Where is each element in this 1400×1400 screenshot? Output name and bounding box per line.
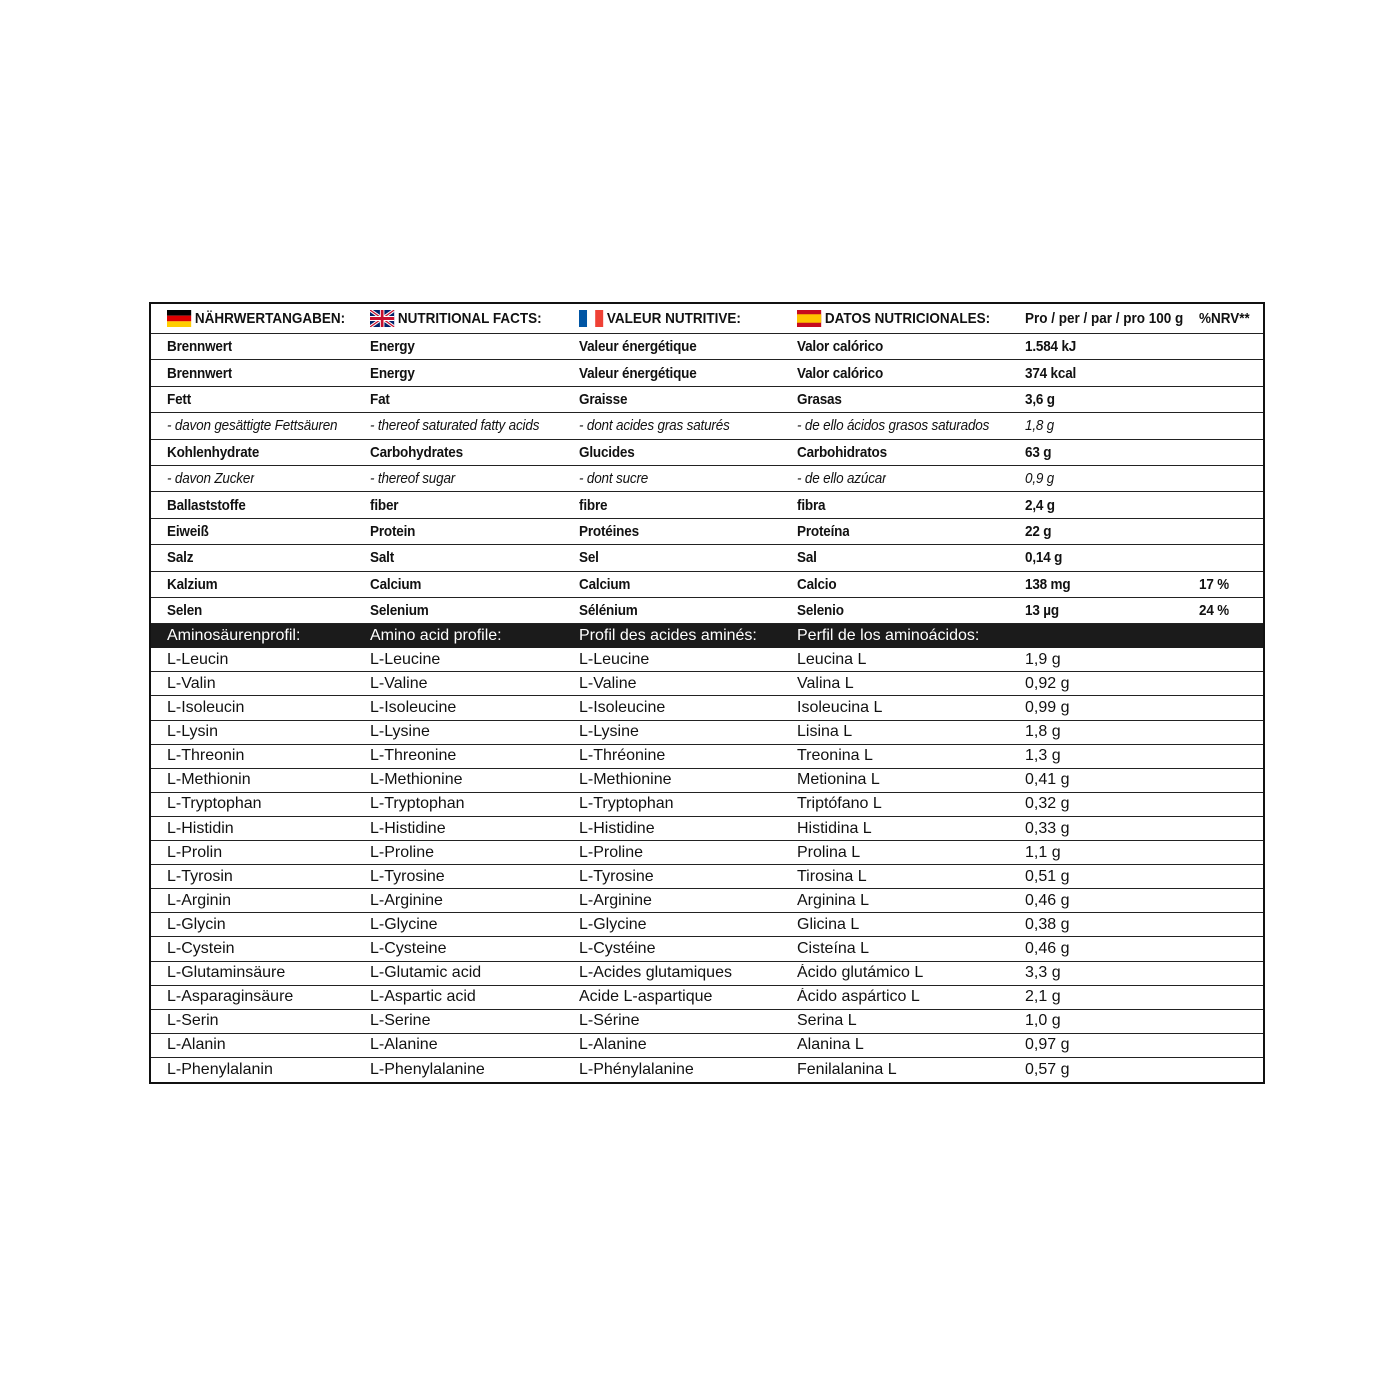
cell-value: 0,9 g	[1025, 470, 1055, 488]
cell-de: L-Prolin	[167, 843, 223, 861]
table-row	[151, 598, 1263, 624]
cell-de: L-Valin	[167, 674, 216, 692]
table-row	[151, 545, 1263, 571]
cell-de: L-Asparaginsäure	[167, 988, 294, 1006]
cell-es: Calcio	[797, 575, 837, 593]
cell-fr: L-Methionine	[579, 771, 672, 789]
cell-de: L-Lysin	[167, 723, 218, 741]
french-flag-icon	[579, 310, 603, 327]
cell-en: - thereof sugar	[370, 470, 456, 488]
cell-es: Valor calórico	[797, 364, 884, 382]
cell-value: 0,46 g	[1025, 891, 1070, 909]
cell-fr: Sélénium	[579, 602, 638, 620]
cell-en: Fat	[370, 390, 390, 408]
cell-de: L-Tryptophan	[167, 795, 262, 813]
header-en-label: NUTRITIONAL FACTS:	[397, 310, 542, 327]
cell-en: L-Glutamic acid	[370, 964, 482, 982]
table-row	[151, 913, 1263, 937]
table-row	[151, 440, 1263, 466]
cell-es: Proteína	[797, 522, 850, 540]
cell-es: Arginina L	[797, 891, 870, 909]
cell-es: Serina L	[797, 1012, 857, 1030]
table-row	[151, 672, 1263, 696]
cell-value: 0,92 g	[1025, 674, 1070, 692]
table-row	[151, 841, 1263, 865]
cell-de: Ballaststoffe	[167, 496, 246, 514]
cell-es: Triptófano L	[797, 795, 882, 813]
cell-fr: Glucides	[579, 443, 635, 461]
cell-nrv: 17 %	[1199, 575, 1230, 593]
cell-value: 1,8 g	[1025, 723, 1061, 741]
cell-value: 138 mg	[1025, 575, 1071, 593]
cell-fr: L-Proline	[579, 843, 644, 861]
cell-es: Lisina L	[797, 723, 853, 741]
cell-es: Grasas	[797, 390, 842, 408]
table-row	[151, 937, 1263, 961]
cell-fr: L-Tyrosine	[579, 867, 654, 885]
cell-es: Ácido glutámico L	[797, 964, 924, 982]
cell-value: 3,6 g	[1025, 390, 1055, 408]
cell-fr: - dont acides gras saturés	[579, 417, 730, 435]
table-row	[151, 986, 1263, 1010]
cell-es: Ácido aspártico L	[797, 988, 920, 1006]
table-row	[151, 572, 1263, 598]
amino-header-de: Aminosäurenprofil:	[167, 627, 301, 645]
cell-value: 2,4 g	[1025, 496, 1055, 514]
table-row	[151, 889, 1263, 913]
cell-en: L-Methionine	[370, 771, 463, 789]
amino-header-en: Amino acid profile:	[370, 627, 502, 645]
cell-value: 0,38 g	[1025, 915, 1070, 933]
cell-de: L-Alanin	[167, 1036, 226, 1054]
amino-header-es: Perfil de los aminoácidos:	[797, 627, 980, 645]
cell-fr: L-Phénylalanine	[579, 1060, 694, 1078]
cell-en: Energy	[370, 338, 415, 356]
cell-es: - de ello ácidos grasos saturados	[797, 417, 990, 435]
cell-value: 374 kcal	[1025, 364, 1077, 382]
cell-en: Energy	[370, 364, 415, 382]
cell-en: L-Phenylalanine	[370, 1060, 485, 1078]
amino-header-fr: Profil des acides aminés:	[579, 627, 757, 645]
cell-es: Treonina L	[797, 747, 873, 765]
header-fr-label: VALEUR NUTRITIVE:	[606, 310, 741, 327]
cell-de: Kalzium	[167, 575, 218, 593]
spanish-flag-icon	[797, 310, 821, 327]
cell-es: - de ello azúcar	[797, 470, 887, 488]
table-row	[151, 745, 1263, 769]
header-de	[167, 310, 345, 327]
cell-es: Selenio	[797, 602, 844, 620]
cell-value: 0,51 g	[1025, 867, 1070, 885]
table-header-row	[151, 304, 1263, 334]
cell-es: Isoleucina L	[797, 699, 883, 717]
cell-fr: Calcium	[579, 575, 631, 593]
table-row	[151, 817, 1263, 841]
cell-value: 63 g	[1025, 443, 1052, 461]
cell-value: 1,1 g	[1025, 843, 1061, 861]
header-es-label: DATOS NUTRICIONALES:	[824, 310, 991, 327]
table-row	[151, 1010, 1263, 1034]
cell-en: L-Tryptophan	[370, 795, 465, 813]
table-row	[151, 466, 1263, 492]
cell-en: L-Valine	[370, 674, 428, 692]
cell-fr: Sel	[579, 549, 599, 567]
cell-fr: L-Histidine	[579, 819, 655, 837]
cell-de: L-Histidin	[167, 819, 234, 837]
amino-header-row	[151, 624, 1263, 648]
table-row	[151, 793, 1263, 817]
cell-fr: L-Leucine	[579, 650, 650, 668]
table-row	[151, 387, 1263, 413]
table-row	[151, 413, 1263, 439]
uk-flag-icon	[370, 310, 394, 327]
cell-de: Kohlenhydrate	[167, 443, 260, 461]
cell-es: fibra	[797, 496, 826, 514]
cell-de: L-Serin	[167, 1012, 219, 1030]
cell-en: L-Leucine	[370, 650, 441, 668]
cell-en: L-Threonine	[370, 747, 457, 765]
table-row	[151, 721, 1263, 745]
cell-de: L-Glutaminsäure	[167, 964, 286, 982]
cell-fr: L-Valine	[579, 674, 637, 692]
cell-en: L-Alanine	[370, 1036, 438, 1054]
cell-es: Metionina L	[797, 771, 880, 789]
cell-value: 0,99 g	[1025, 699, 1070, 717]
cell-de: Fett	[167, 390, 192, 408]
table-row	[151, 769, 1263, 793]
cell-de: Salz	[167, 549, 194, 567]
cell-fr: L-Cystéine	[579, 939, 656, 957]
cell-fr: - dont sucre	[579, 470, 649, 488]
cell-value: 1.584 kJ	[1025, 338, 1077, 356]
cell-en: L-Arginine	[370, 891, 443, 909]
cell-de: L-Leucin	[167, 650, 229, 668]
table-row	[151, 334, 1263, 360]
cell-en: L-Lysine	[370, 723, 430, 741]
cell-en: fiber	[370, 496, 399, 514]
cell-es: Glicina L	[797, 915, 860, 933]
cell-fr: Acide L-aspartique	[579, 988, 713, 1006]
cell-en: L-Tyrosine	[370, 867, 445, 885]
cell-fr: L-Acides glutamiques	[579, 964, 732, 982]
table-row	[151, 492, 1263, 518]
cell-fr: Protéines	[579, 522, 639, 540]
cell-fr: L-Arginine	[579, 891, 652, 909]
cell-value: 0,33 g	[1025, 819, 1070, 837]
cell-fr: Valeur énergétique	[579, 338, 697, 356]
german-flag-icon	[167, 310, 191, 327]
header-per: Pro / per / par / pro 100 g	[1025, 310, 1184, 327]
cell-es: Cisteína L	[797, 939, 870, 957]
cell-fr: L-Glycine	[579, 915, 647, 933]
cell-es: Carbohidratos	[797, 443, 887, 461]
cell-value: 1,0 g	[1025, 1012, 1061, 1030]
cell-value: 22 g	[1025, 522, 1052, 540]
cell-en: L-Isoleucine	[370, 699, 457, 717]
header-nrv: %NRV**	[1199, 310, 1250, 327]
table-row	[151, 1034, 1263, 1058]
cell-es: Valor calórico	[797, 338, 884, 356]
cell-value: 0,32 g	[1025, 795, 1070, 813]
cell-value: 3,3 g	[1025, 964, 1061, 982]
cell-es: Alanina L	[797, 1036, 864, 1054]
cell-value: 2,1 g	[1025, 988, 1061, 1006]
cell-fr: L-Alanine	[579, 1036, 647, 1054]
cell-fr: L-Lysine	[579, 723, 639, 741]
table-row	[151, 696, 1263, 720]
cell-fr: Graisse	[579, 390, 628, 408]
cell-fr: Valeur énergétique	[579, 364, 697, 382]
cell-de: L-Threonin	[167, 747, 245, 765]
nutrition-table	[149, 302, 1265, 1084]
cell-value: 1,9 g	[1025, 650, 1061, 668]
cell-value: 1,3 g	[1025, 747, 1061, 765]
cell-fr: fibre	[579, 496, 608, 514]
cell-de: - davon Zucker	[167, 470, 255, 488]
table-row	[151, 962, 1263, 986]
cell-en: Salt	[370, 549, 395, 567]
cell-en: L-Histidine	[370, 819, 446, 837]
cell-de: L-Cystein	[167, 939, 235, 957]
cell-es: Sal	[797, 549, 817, 567]
cell-en: Selenium	[370, 602, 429, 620]
cell-es: Histidina L	[797, 819, 872, 837]
cell-de: Selen	[167, 602, 203, 620]
cell-en: - thereof saturated fatty acids	[370, 417, 540, 435]
cell-en: L-Proline	[370, 843, 435, 861]
cell-es: Leucina L	[797, 650, 867, 668]
table-row	[151, 519, 1263, 545]
cell-es: Tirosina L	[797, 867, 867, 885]
amino-rows	[151, 648, 1263, 1082]
header-en	[370, 310, 542, 327]
cell-value: 0,14 g	[1025, 549, 1063, 567]
cell-en: L-Serine	[370, 1012, 431, 1030]
cell-nrv: 24 %	[1199, 602, 1230, 620]
cell-de: L-Phenylalanin	[167, 1060, 273, 1078]
cell-fr: L-Thréonine	[579, 747, 666, 765]
table-row	[151, 648, 1263, 672]
header-de-label: NÄHRWERTANGABEN:	[194, 310, 346, 327]
header-es	[797, 310, 990, 327]
cell-es: Valina L	[797, 674, 854, 692]
cell-de: L-Isoleucin	[167, 699, 245, 717]
table-row	[151, 865, 1263, 889]
cell-de: - davon gesättigte Fettsäuren	[167, 417, 338, 435]
nutrient-rows	[151, 334, 1263, 624]
cell-de: L-Methionin	[167, 771, 251, 789]
cell-de: L-Tyrosin	[167, 867, 233, 885]
cell-en: Carbohydrates	[370, 443, 463, 461]
cell-en: Calcium	[370, 575, 422, 593]
cell-en: L-Cysteine	[370, 939, 447, 957]
cell-value: 0,46 g	[1025, 939, 1070, 957]
cell-value: 0,97 g	[1025, 1036, 1070, 1054]
cell-en: L-Glycine	[370, 915, 438, 933]
cell-es: Prolina L	[797, 843, 861, 861]
cell-value: 0,57 g	[1025, 1060, 1070, 1078]
cell-de: Brennwert	[167, 338, 233, 356]
cell-de: Eiweiß	[167, 522, 209, 540]
cell-de: L-Arginin	[167, 891, 232, 909]
cell-es: Fenilalanina L	[797, 1060, 897, 1078]
header-fr	[579, 310, 741, 327]
cell-en: Protein	[370, 522, 416, 540]
table-row	[151, 360, 1263, 386]
cell-fr: L-Tryptophan	[579, 795, 674, 813]
cell-fr: L-Sérine	[579, 1012, 640, 1030]
cell-en: L-Aspartic acid	[370, 988, 476, 1006]
cell-fr: L-Isoleucine	[579, 699, 666, 717]
cell-de: L-Glycin	[167, 915, 226, 933]
cell-value: 0,41 g	[1025, 771, 1070, 789]
cell-value: 13 µg	[1025, 602, 1059, 620]
cell-value: 1,8 g	[1025, 417, 1055, 435]
table-row	[151, 1058, 1263, 1082]
cell-de: Brennwert	[167, 364, 233, 382]
